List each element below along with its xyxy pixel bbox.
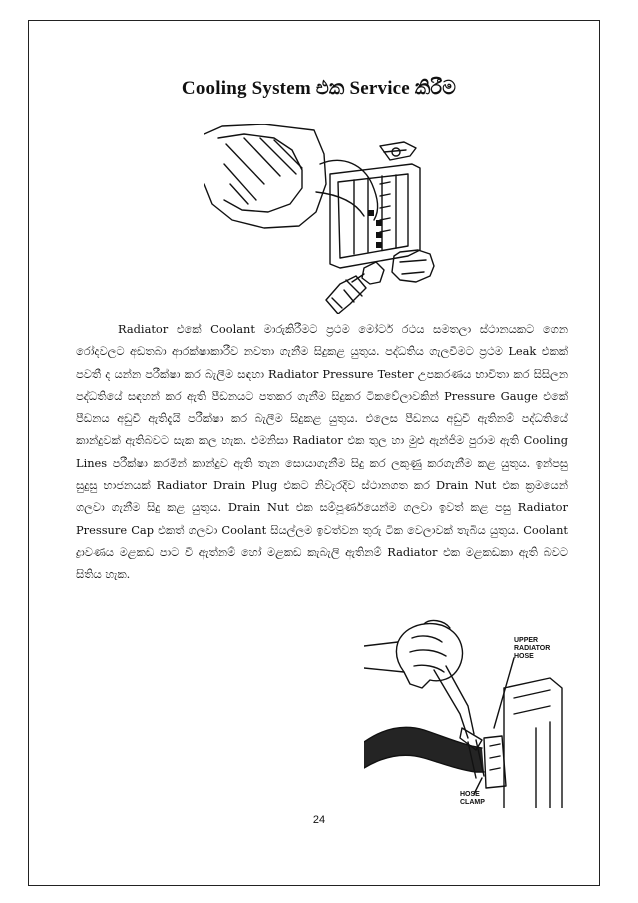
page-number: 24 [312, 814, 326, 826]
body-paragraph [76, 318, 568, 586]
hose-clamp-label-2: CLAMP [460, 799, 485, 806]
upper-hose-label-2: RADIATOR [514, 645, 551, 652]
body-text: Radiator එකේ Coolant මාරුකිරීමට ප්‍රථම මෝටර් රථය සමතලා ස්ථානයකට ගෙන රෝදවලට අඩතබා ආරක්ෂාකාරීව නවතා ගැනීම සිදුකළ යුතුය. පද්ධතිය ගැලවීමට ප්‍රථම Leak එකක් පවතී ද යන්න පරීක්ෂා කර බැලීම සඳහා Radiator Pressure Tester උපකරණය භාවිතා කර සිසිලන පද්ධතියේ සඳහන් කර ඇති පීඩනයට පතකර ගැනීම සිදුකර ටිකවේලාවකින් Pressure Gauge එකේ පීඩනය අඩුවී ඇතිදැයි පරීක්ෂා කර බැලීම සිදුකළ යුතුය. එලෙස පීඩනය අඩුවී ඇතිනම් පද්ධතියේ කාන්දුවක් ඇතිබවට සැක කල හැක. එමනිසා Radiator එක තුල හා මුළු ඇන්ජිම පුරාම ඇති Cooling Lines පරීක්ෂා කරමින් කාන්දුව ඇති තැන සොයාගැනීම සිදු කර ලකුණු කරගැනීම කළ යුතුය. ඉන්පසු සුදුසු භාජනයක් Radiator Drain Plug එකට නිවැරදිව ස්ථානගත කර Drain Nut එක ක්‍රමයෙන් ගලවා ගැනීම සිදු කළ යුතුය. Drain Nut එක සම්පූර්ණයෙන්ම ගලවා ඉවත් කළ පසු Radiator Pressure Cap එකත් ගලවා Coolant සියල්ලම ඉවත්වන තුරු ටික වෙලාවක් තැබිය යුතුය. Coolant ද්‍රාවණය මළකඩ පාට වී ඇත්නම් හෝ මළකඩ කැබැලි ඇතිනම් Radiator එක මළකඩකා ඇති බවට සිතිය හැක. [76, 322, 568, 582]
upper-hose-label-3: HOSE [514, 653, 534, 660]
page-title: Cooling System එක Service කිරීම [181, 78, 457, 99]
radiator-drain-illustration [204, 124, 450, 314]
hose-clamp-label-1: HOSE [460, 791, 480, 798]
upper-hose-label-1: UPPER [514, 637, 539, 644]
upper-hose-removal-illustration [364, 618, 566, 808]
